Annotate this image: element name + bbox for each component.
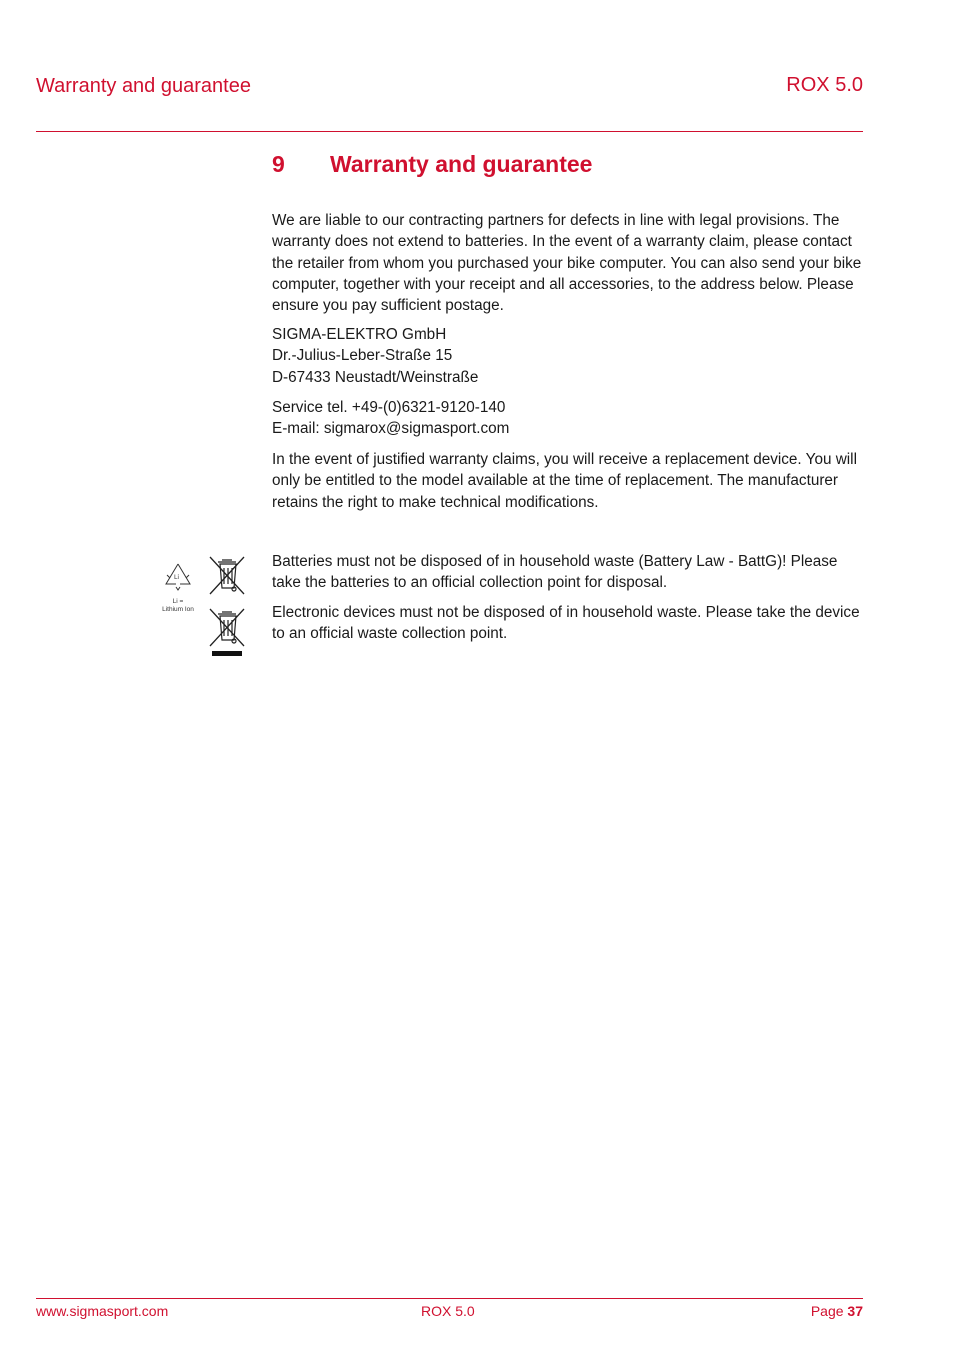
page-number: 37 <box>847 1303 863 1319</box>
electronics-disposal-text: Electronic devices must not be disposed of in household waste. Please take the device to an official waste collection point. <box>272 604 860 643</box>
address-city: D-67433 Neustadt/Weinstraße <box>272 368 479 386</box>
address-street: Dr.-Julius-Leber-Straße 15 <box>272 347 453 365</box>
address-company: SIGMA-ELEKTRO GmbH <box>272 326 447 343</box>
replacement-text: In the event of justified warranty claims, you will receive a replacement device. You will only be entitled to the model available at the time of replacement. The manufacturer retains the right to make technical modifications. <box>272 451 857 511</box>
chapter-title: Warranty and guarantee <box>330 151 593 177</box>
crossed-bin-icon <box>210 557 244 594</box>
liability-paragraph <box>272 210 864 316</box>
footer-website-link[interactable]: www.sigmasport.com <box>36 1303 169 1319</box>
replacement-paragraph <box>272 449 864 513</box>
liability-text: We are liable to our contracting partners for defects in line with legal provisions. The warranty does not extend to batteries. In the event of a warranty claim, please contact the retailer from whom you purchased your bike computer. You can also send your bike computer, together with your receipt and all accessories, to the address below. Please ensure you pay sufficient postage. <box>272 212 862 315</box>
chapter-number: 9 <box>272 151 285 177</box>
header-divider <box>36 131 863 132</box>
crossed-bin-bar-icon <box>210 609 244 656</box>
footer-product-name: ROX 5.0 <box>421 1303 475 1319</box>
battery-disposal-paragraph <box>272 551 864 594</box>
electronics-disposal-paragraph <box>272 602 864 645</box>
address-block <box>272 324 864 388</box>
chapter-heading <box>272 151 592 178</box>
service-phone: Service tel. +49-(0)6321-9120-140 <box>272 399 506 416</box>
header-section-title: Warranty and guarantee <box>36 75 251 97</box>
li-label-text: Li = Lithium Ion <box>162 598 194 613</box>
page-label: Page <box>810 1303 848 1319</box>
header-product-name: ROX 5.0 <box>786 74 863 96</box>
service-email: E-mail: sigmarox@sigmasport.com <box>272 420 510 438</box>
svg-text:Li: Li <box>174 574 180 581</box>
battery-disposal-text: Batteries must not be disposed of in household waste (Battery Law - BattG)! Please take the batteries to an official collection point for disposal. <box>272 553 838 592</box>
footer-divider <box>36 1298 863 1299</box>
recycle-icon <box>166 564 190 590</box>
lithium-ion-label <box>156 598 200 614</box>
contact-block <box>272 397 864 440</box>
footer-page-number <box>811 1303 863 1319</box>
